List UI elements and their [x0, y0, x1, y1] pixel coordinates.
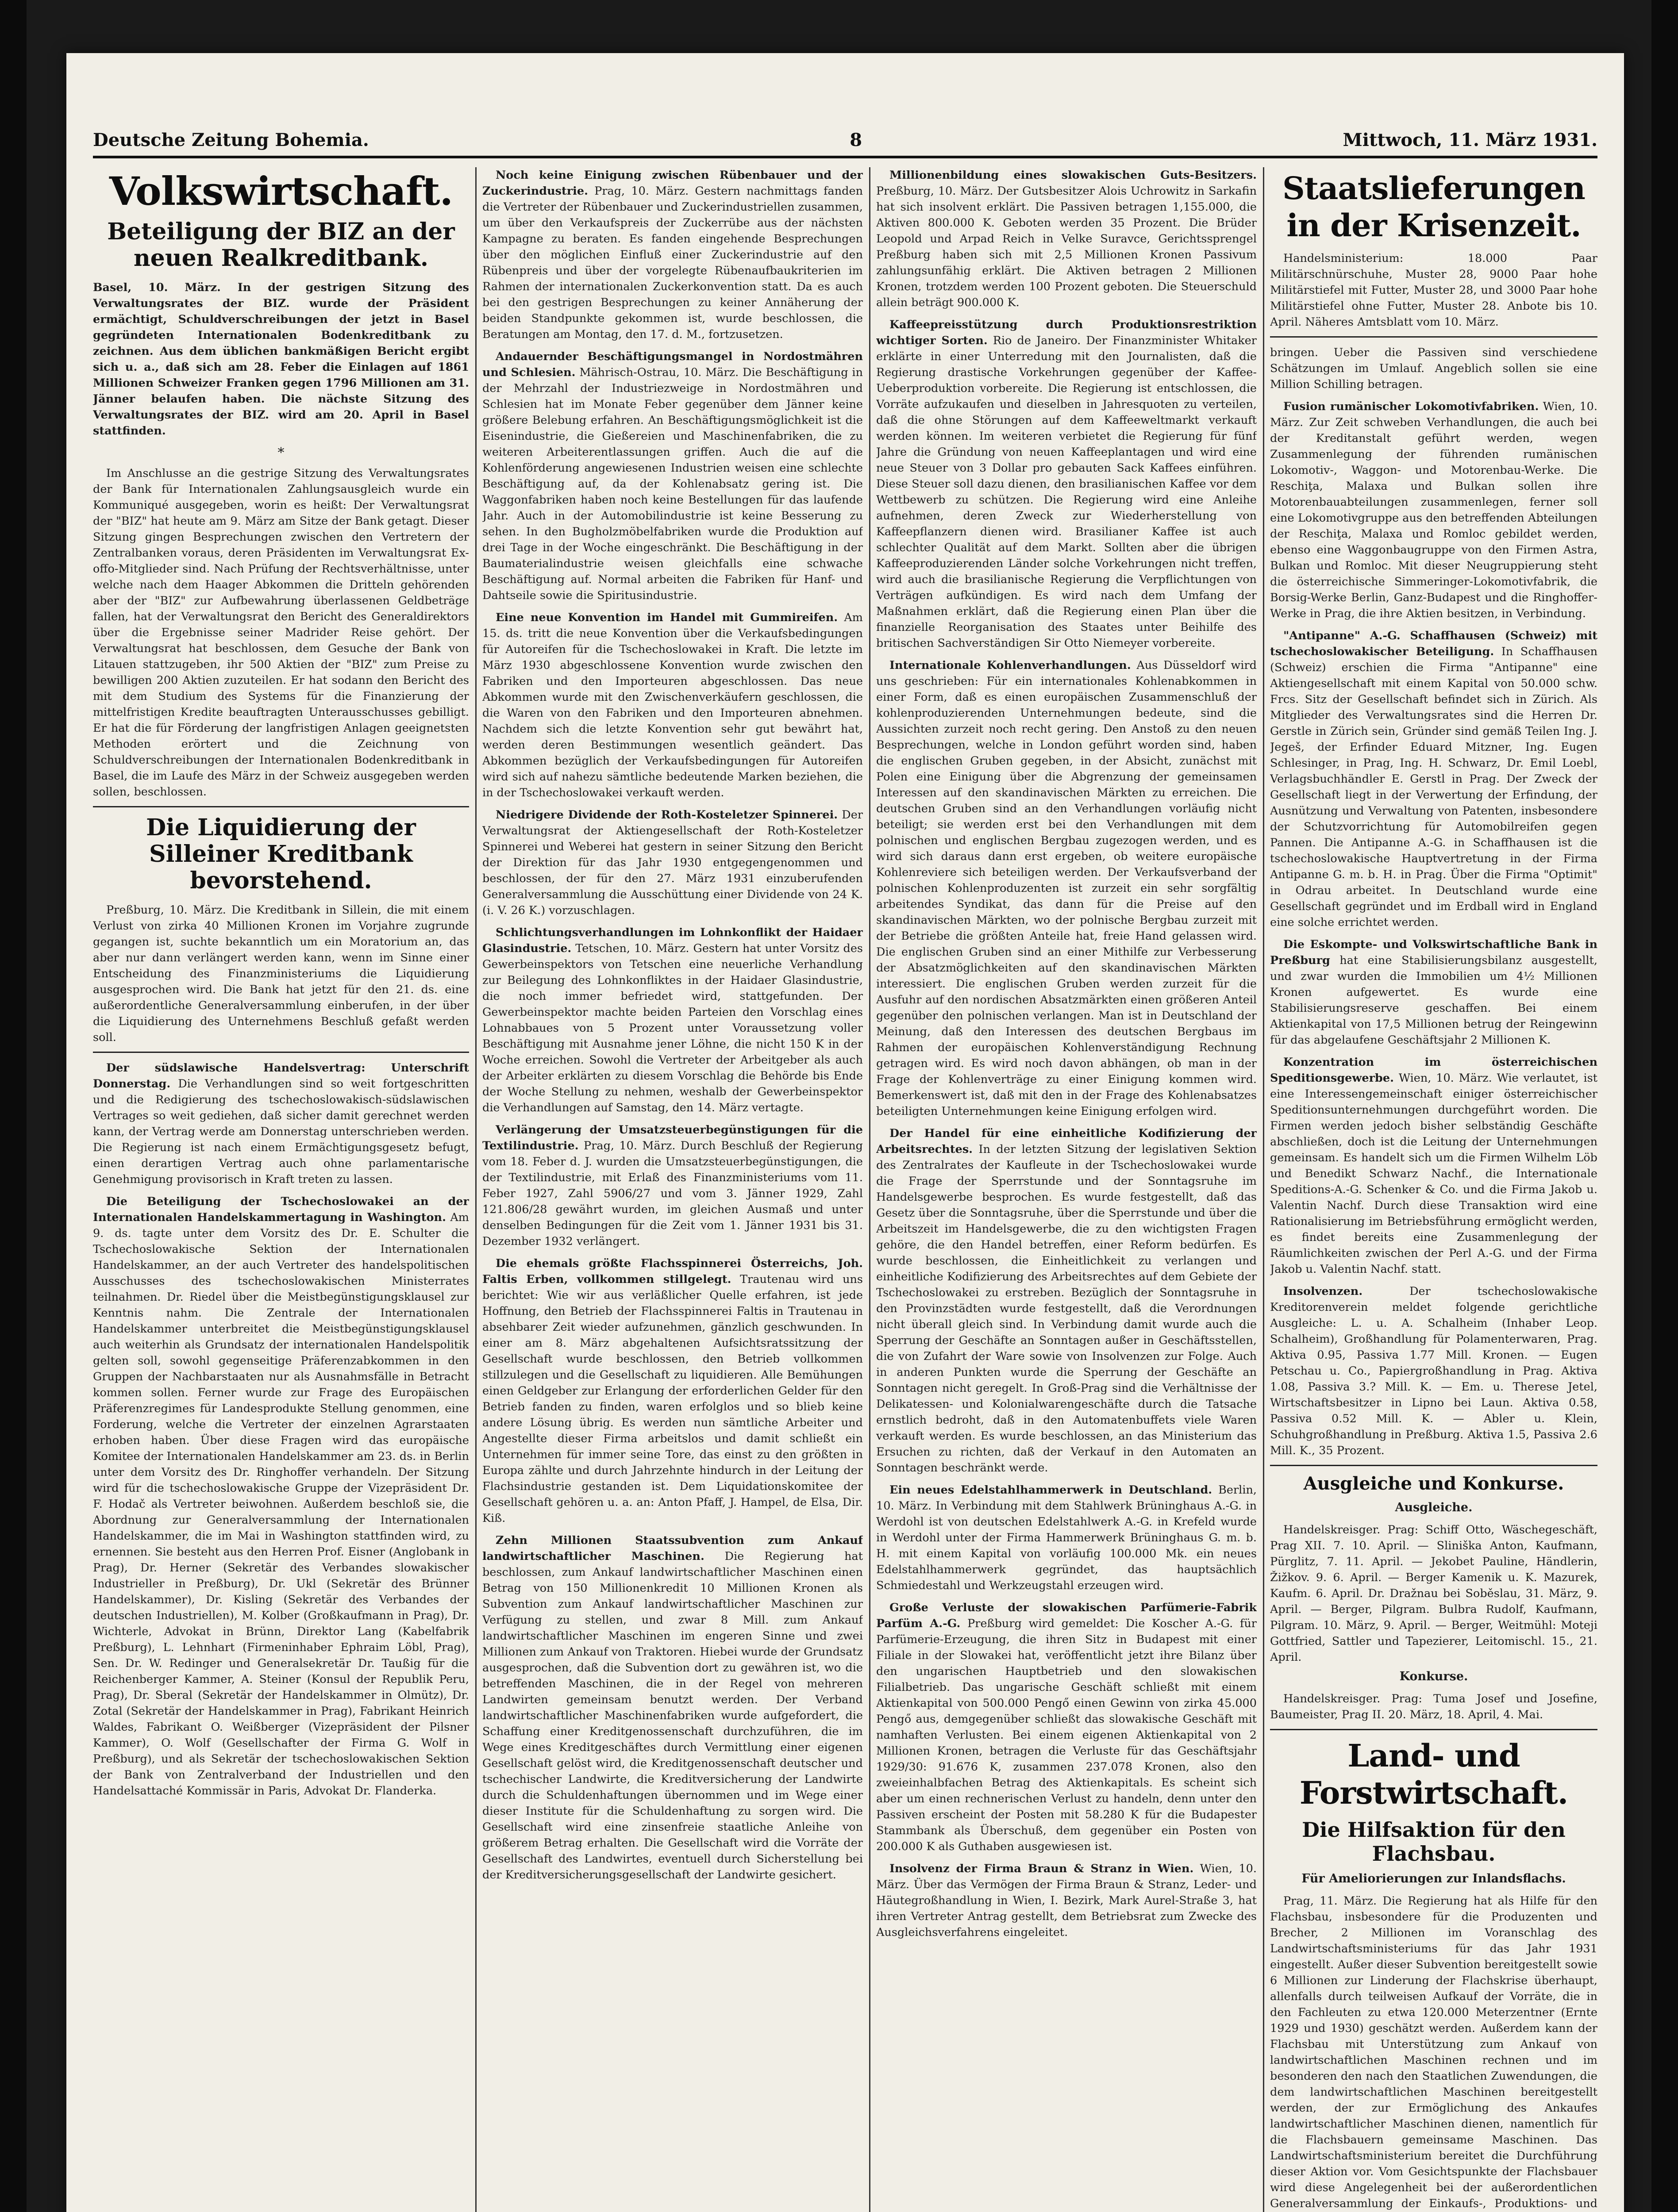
- column-4: [1270, 167, 1597, 2212]
- issue-date: Mittwoch, 11. März 1931.: [1343, 130, 1597, 150]
- article-title: Ein neues Edelstahlhammerwerk in Deutschland.: [889, 1483, 1212, 1497]
- article-paragraph: Wien, 10. März. Zur Zeit schweben Verhandlungen, die auch bei der Kreditanstalt geführt werden, wegen Zusammenlegung der führenden rumänischen Lokomotiv-, Waggon- und Motorenbau-Werke. Die Reschiţa, Malaxa und Bulkan sollen ihre Motorenbauabteilungen zusammenlegen, ferner soll eine Lokomotivgruppe aus den betreffenden Abteilungen der Reschiţa, Malaxa und Romloc gebildet werden, ebenso eine Waggonbaugruppe von den Firmen Astra, Bulkan und Romloc. Mit dieser Neugruppierung steht die österreichische Simmeringer-Lokomotivfabrik, die Borsig-Werke Berlin, Ganz-Budapest und die Ringhoffer-Werke in Prag, die ihre Aktien besitzen, in Verbindung.: [1270, 400, 1597, 620]
- article-paragraph: hat eine Stabilisierungsbilanz ausgestellt, und zwar wurden die Immobilien um 4½ Millionen Kronen aufgewertet. Es wurde eine Stabilisierungsreserve geschaffen. Bei einem Aktienkapital von 17,5 Millionen betrug der Reingewinn für das abgelaufene Geschäftsjahr 2 Millionen K.: [1270, 954, 1597, 1047]
- article-title: Internationale Kohlenverhandlungen.: [889, 659, 1131, 672]
- article-paragraph: Am 9. ds. tagte unter dem Vorsitz des Dr. E. Schulter die Tschechoslowakische Sektion der Internationalen Handelskammer, an der auch Vertreter des handelspolitischen Ausschusses des tschechoslowakischen Ministerrates teilnahmen. Dr. Riedel über die Meistbegünstigungsklausel zur Kenntnis nahm. Die Zentrale der Internationalen Handelskammer unterbreitet die Meistbegünstigungsklausel auch weiterhin als Grundsatz der internationalen Handelspolitik gelten soll, sowohl gegenseitige Präferenzabkommen in den Gruppen der Nachbarstaaten nur als Ausnahmsfälle in Betracht kommen sollen. Ferner wurde zur Frage des Europäischen Präferenzregimes für Landesprodukte Stellung genommen, eine Forderung, welche die Vertreter der einzelnen Agrarstaaten erhoben haben. Über diese Fragen wird das europäische Komitee der Internationalen Handelskammer am 23. ds. in Berlin unter dem Vorsitz des Dr. Ringhoffer verhandeln. Der Sitzung wird für die tschechoslowakische Gruppe der Vizepräsident Dr. F. Hodač als Vertreter beiwohnen. Außerdem beschloß sie, die Abordnung zur Generalversammlung der Internationalen Handelskammer, die im Mai in Washington stattfinden wird, zu ernennen. Sie besteht aus den Herren Prof. Eisner (Anglobank in Prag), Dr. Herner (Sekretär des Verbandes slowakischer Industrieller in Preßburg), Dr. Ukl (Sekretär des Brünner Handelskammer), Dr. Kisling (Sekretär des Verbandes der deutschen Industriellen), M. Kolber (Großkaufmann in Prag), Dr. Wichterle, Advokat in Brünn, Direktor Lang (Kabelfabrik Preßburg), L. Lehnhart (Firmeninhaber Ephraim Löbl, Prag), Sen. Dr. W. Redinger und Generalsekretär Dr. Taußig für die Reichenberger Kammer, A. Steiner (Konsul der Republik Peru, Prag), Dr. Sberal (Sekretär der Handelskammer in Olmütz), Dr. Zotal (Sekretär der Handelskammer in Prag), Fabrikant Heinrich Waldes, Fabrikant O. Weißberger (Vizepräsident der Pilsner Kammer), O. Wolf (Gesellschafter der Firma G. Wolf in Preßburg), und als Sekretär der tschechoslowakischen Sektion der Bank von Zentralverband der Industriellen und den Handelsattaché Kommissär in Paris, Advokat Dr. Flanderka.: [93, 1211, 469, 1797]
- article-title: Große Verluste der slowakischen Parfümerie-Fabrik Parfüm A.-G.: [876, 1601, 1257, 1630]
- article-paragraph: Handelskreisger. Prag: Schiff Otto, Wäschegeschäft, Prag XII. 7. 10. April. — Sliniška Anton, Kaufmann, Pürglitz, 7. 11. April. — Jekobet Pauline, Händlerin, Žižkov. 9. 6. April. — Berger Kamenik u. K. Mazurek, Kaufm. 6. April. Dr. Dražnau bei Soběslau, 31. März, 9. April. — Berger, Pilgram. Bulbra Rudolf, Kaufmann, Pilgram. 10. März, 9. April. — Berger, Weitmühl: Moteji Gottfried, Sattler und Tapezierer, Leitomischl. 15., 21. April.: [1270, 1523, 1597, 1664]
- header-rule: [93, 156, 1597, 158]
- article-paragraph: bringen. Ueber die Passiven sind verschiedene Schätzungen im Umlauf. Angeblich sollen sie eine Million Schilling betragen.: [1270, 346, 1597, 391]
- article-title: Noch keine Einigung zwischen Rübenbauer und der Zuckerindustrie.: [482, 169, 863, 198]
- column-divider: [1263, 167, 1264, 2212]
- article-paragraph: Wien, 10. März. Wie verlautet, ist eine Interessengemeinschaft einiger österreichischer Speditionsunternehmungen durchgeführt worden. Die Firmen werden jedoch bisher selbständig Geschäfte abschließen, doch ist die Leitung der Unternehmungen gemeinsam. Es handelt sich um die Firmen Wilhelm Löb und Benedikt Schwarz Nachf., die Internationale Speditions-A.-G. Schenker & Co. und die Firma Jakob u. Valentin Nachf. Durch diese Transaktion wird eine Rationalisierung im Betriebsführung ermöglicht werden, es findet bereits eine Zusammenlegung der Räumlichkeiten zwischen der Perl A.-G. und der Firma Jakob u. Valentin Nachf. statt.: [1270, 1071, 1597, 1276]
- article-rule: [1270, 1729, 1597, 1730]
- article-paragraph: Prag, 11. März. Die Regierung hat als Hilfe für den Flachsbau, insbesondere für die Produzenten und Brecher, 2 Millionen im Voranschlag des Landwirtschaftsministeriums für das Jahr 1931 eingestellt. Außer dieser Subvention bereitgestellt sowie 6 Millionen zur Linderung der Flachskrise überhaupt, allenfalls durch teilweisen Aufkauf der Vorräte, die in den Fachleuten zu etwa 120.000 Meterzentner (Ernte 1929 und 1930) geschätzt werden. Außerdem kann der Flachsbau mit Unterstützung zum Ankauf von landwirtschaftlichen Maschinen rechnen und im besonderen den nach den Staatlichen Zuwendungen, die dem landwirtschaftlichen Maschinen bereitgestellt werden, der zur Ermöglichung des Ankaufes landwirtschaftlicher Maschinen dienen, namentlich für die Flachsbauern gemeinsame Maschinen. Das Landwirtschaftsministerium bereitet die Durchführung dieser Aktion vor. Vom Gesichtspunkte der Flachsbauer wird diese Angelegenheit bei der außerordentlichen Generalversammlung der Einkaufs-, Produktions- und: [1270, 1894, 1597, 2210]
- article-paragraph: Berlin, 10. März. In Verbindung mit dem Stahlwerk Brüninghaus A.-G. in Werdohl ist von deutschen Edelstahlwerk A.-G. in Krefeld wurde in Werdohl unter der Firma Hammerwerk Brüninghaus G. m. b. H. mit einem Kapital von vorläufig 100.000 Mk. ein neues Edelstahlhammerwerk gegründet, das hauptsächlich Schmiedestahl und Werkzeugstahl erzeugen wird.: [876, 1483, 1257, 1592]
- article-rule: [93, 1052, 469, 1053]
- section-title-land-forstwirtschaft: Land- und Forstwirtschaft.: [1299, 1737, 1568, 1811]
- article-title: Der Handel für eine einheitliche Kodifizierung der Arbeitsrechtes.: [876, 1127, 1257, 1156]
- headline-biz-realkreditbank: Beteiligung der BIZ an der neuen Realkreditbank.: [107, 218, 455, 272]
- article-paragraph: Die Verhandlungen sind so weit fortgeschritten und die Redigierung des tschechoslowakisch-südslawischen Vertrages so weit gediehen, daß sicher damit gerechnet werden kann, der Vertrag werde am Donnerstag unterschrieben werden. Die Regierung ist nach einem Ermächtigungsgesetz befugt, einen derartigen Vertrag auch ohne parlamentarische Genehmigung provisorisch in Kraft treten zu lassen.: [93, 1077, 469, 1186]
- article-title: Konzentration im österreichischen Speditionsgewerbe.: [1270, 1056, 1597, 1085]
- article-paragraph: Preßburg wird gemeldet: Die Koscher A.-G. für Parfümerie-Erzeugung, die ihren Sitz in Budapest mit einer Filiale in der Slowakei hat, veröffentlicht jetzt ihre Bilanz über den ungarischen Hauptbetrieb und den slowakischen Filialbetrieb. Das ungarische Geschäft schließt mit einem Aktienkapital von 500.000 Pengő einen Gewinn von zirka 45.000 Pengő aus, demgegenüber schließt das slowakische Geschäft mit namhaften Verlusten. Bei einem eigenen Aktienkapital von 2 Millionen Kronen, betragen die Verluste für das Geschäftsjahr 1929/30: 91.676 K, zusammen 237.078 Kronen, also den zweieinhalbfachen Betrag des Aktienkapitals. Es scheint sich aber um einen rechnerischen Verlust zu handeln, denn unter den Passiven erscheint der Posten mit 58.280 K für die Budapester Stammbank als Überschuß, dem gegenüber ein Posten von 200.000 K als Guthaben ausgewiesen ist.: [876, 1617, 1257, 1853]
- article-title: Andauernder Beschäftigungsmangel in Nordostmähren und Schlesien.: [482, 350, 863, 379]
- article-paragraph: Trautenau wird uns berichtet: Wie wir aus verläßlicher Quelle erfahren, ist jede Hoffnung, den Betrieb der Flachsspinnerei Faltis in Trautenau in absehbarer Zeit wieder aufzunehmen, gänzlich geschwunden. In einer am 8. März abgehaltenen Aufsichtsratssitzung der Gesellschaft wurde beschlossen, den Betrieb vollkommen stillzulegen und die Gesellschaft zu liquidieren. Alle Bemühungen einen Geldgeber zur Erlangung der erforderlichen Gelder für den Betrieb fanden zu finden, waren erfolglos und so blieb keine andere Lösung übrig. Es werden nun sämtliche Arbeiter und Angestellte dieser Firma arbeitslos und damit schließt ein Unternehmen für immer seine Tore, das einst zu den größten in Europa zählte und durch Jahrzehnte hindurch in der Leitung der Flachsindustrie gestanden ist. Dem Liquidationskomitee der Gesellschaft gehören u. a. an: Anton Pfaff, J. Hampel, de Elsa, Dir. Kiß.: [482, 1273, 863, 1525]
- article-paragraph: Basel, 10. März. In der gestrigen Sitzung des Verwaltungsrates der BIZ. wurde der Präsident ermächtigt, Schuldverschreibungen der jetzt in Basel gegründeten Internationalen Bodenkreditbank zu zeichnen. Aus dem üblichen bankmäßigen Bericht ergibt sich u. a., daß sich am 28. Feber die Einlagen auf 1861 Millionen Schweizer Franken gegen 1796 Millionen am 31. Jänner belaufen haben. Die nächste Sitzung des Verwaltungsrates der BIZ. wird am 20. April in Basel stattfinden.: [93, 281, 469, 438]
- article-title: Niedrigere Dividende der Roth-Kosteletzer Spinnerei.: [496, 808, 838, 822]
- article-title: Die Beteiligung der Tschechoslowakei an der Internationalen Handelskammertagung in Washington.: [93, 1195, 469, 1224]
- article-title: Die Eskompte- und Volkswirtschaftliche Bank in Preßburg: [1270, 938, 1597, 967]
- article-paragraph: Der tschechoslowakische Kreditorenverein meldet folgende gerichtliche Ausgleiche: L. u. A. Schalheim (Inhaber Leop. Schalheim), Großhandlung für Polamenterwaren, Prag. Aktiva 0.95, Passiva 1.77 Mill. Kronen. — Eugen Petschau u. Co., Papiergroßhandlung in Prag. Aktiva 1.08, Passiva 3.? Mill. K. — Em. u. Therese Jetel, Wirtschaftsbesitzer in Lipno bei Laun. Aktiva 0.58, Passiva 0.52 Mill. K. — Abler u. Klein, Schuhgroßhandlung in Preßburg. Aktiva 1.5, Passiva 2.6 Mill. K., 35 Prozent.: [1270, 1285, 1597, 1457]
- column-divider: [475, 167, 477, 2212]
- page-number: 8: [850, 130, 862, 150]
- article-paragraph: Prag, 10. März. Durch Beschluß der Regierung vom 18. Feber d. J. wurden die Umsatzsteuerbegünstigungen, die der Textilindustrie, mit Erlaß des Finanzministeriums vom 11. Feber 1927, Zahl 5906/27 und vom 3. Jänner 1929, Zahl 121.806/28 gewährt wurden, im gleichen Ausmaß und unter denselben Bedingungen für die Zeit vom 1. Jänner 1931 bis 31. Dezember 1932 verlängert.: [482, 1139, 863, 1248]
- column-2: [482, 167, 863, 2212]
- article-paragraph: Handelskreisger. Prag: Tuma Josef und Josefine, Baumeister, Prag II. 20. März, 18. April, 4. Mai.: [1270, 1692, 1597, 1721]
- newspaper-name: Deutsche Zeitung Bohemia.: [93, 130, 369, 150]
- article-paragraph: Handelsministerium: 18.000 Paar Militärschnürschuhe, Muster 28, 9000 Paar hohe Militärstiefel mit Futter, Muster 28, und 3000 Paar hohe Militärstiefel ohne Futter, Muster 28. Anbote bis 10. April. Näheres Amtsblatt vom 10. März.: [1270, 252, 1597, 329]
- article-paragraph: Rio de Janeiro. Der Finanzminister Whitaker erklärte in einer Unterredung mit den Journalisten, daß die Regierung drastische Vorkehrungen gegenüber der Kaffee-Ueberproduktion vorbereite. Die Regierung ist entschlossen, die Vorräte aufzukaufen und dieselben in Jahresquoten zu verteilen, daß die ohne Störungen auf dem Kaffeeweltmarkt verkauft werden können. Im weiteren verbietet die Regierung für fünf Jahre die Gründung von neuen Kaffeeplantagen und wird eine neue Steuer von 3 Dollar pro gebauten Sack Kaffees einführen. Diese Steuer soll dazu dienen, den brasilianischen Kaffee vor dem Wettbewerb zu schützen. Die Regierung wird eine Anleihe aufnehmen, deren Zweck zur Wiederherstellung von Kaffeepflanzern dienen wird. Brasilianer Kaffee ist auch schlechter Qualität auf dem Markt. Sollten aber die übrigen Kaffeeproduzierenden Länder solche Vorkehrungen nicht treffen, wird auch die brasilianische Regierung die Verpflichtungen von Verträgen aufkündigen. Es wird nach dem Umfang der Maßnahmen erklärt, daß die Regierung einen Plan über die finanzielle Reorganisation des Staates unter Beihilfe des britischen Sachverständigen Sir Otto Niemeyer vorbereite.: [876, 334, 1257, 650]
- article-paragraph: Aus Düsseldorf wird uns geschrieben: Für ein internationales Kohlenabkommen in einer Form, daß es einen europäischen Zusammenschluß der kohlenproduzierenden Unternehmungen bedeute, sind die Aussichten zurzeit noch recht gering. Den Anstoß zu den neuen Besprechungen, welche in London geführt worden sind, haben die englischen Gruben gegeben, in der Absicht, zunächst mit Polen eine Einigung über die Abgrenzung der gemeinsamen Interessen auf den skandinavischen Märkten zu erreichen. Die deutschen Gruben sind an den Verhandlungen vorläufig nicht beteiligt; sie werden erst bei den Verhandlungen mit dem polnischen und englischen Bergbau zugezogen werden, und es wird sich daraus dann erst ergeben, ob weitere europäische Kohlenreviere sich beteiligen werden. Der Verkaufsverband der polnischen Kohlenproduzenten ist zurzeit ein sehr sorgfältig arbeitendes Syndikat, das dann für die Preise auf den skandinavischen Märkten, wo der polnische Bergbau zurzeit mit der Betriebe die größten Anteile hat, freie Hand gelassen wird. Die englischen Gruben sind an einer Mithilfe zur Verbesserung der Absatzmöglichkeiten auf den skandinavischen Märkten interessiert. Die englischen Gruben werden zurzeit für die Ausfuhr auf den nordischen Absatzmärkten einen größeren Anteil gegenüber den polnischen verlangen. Man ist in Deutschland der Meinung, daß den Interessen des deutschen Bergbaus im Rahmen der europäischen Kohlenverständigung Rechnung getragen wird. Es wird noch davon abhängen, ob man in der Frage der Kohlenverträge zu einer Einigung kommen wird. Bemerkenswert ist, daß mit den in der Frage des Kohlenabsatzes beteiligten Unternehmungen keine Einigung erfolgen wird.: [876, 659, 1257, 1118]
- article-title: Eine neue Konvention im Handel mit Gummireifen.: [496, 611, 838, 624]
- column-3: [876, 167, 1257, 2212]
- article-title: Der südslawische Handelsvertrag: Unterschrift Donnerstag.: [93, 1061, 469, 1091]
- article-title: Insolvenzen.: [1283, 1285, 1363, 1298]
- article-title: Kaffeepreisstützung durch Produktionsrestriktion wichtiger Sorten.: [876, 318, 1257, 347]
- article-paragraph: Mährisch-Ostrau, 10. März. Die Beschäftigung in der Mehrzahl der Industriezweige in Nordostmähren und Schlesien hat im Monate Feber gegenüber dem Jänner keine größere Belebung erfahren. An Beschäftigungsmöglichkeit ist die Eisenindustrie, die Gießereien und Maschinenfabriken, die zu weiteren Arbeiterentlassungen griffen. Auch die auf die Kohlenförderung angewiesenen Industrien weisen eine schlechte Beschäftigung auf, da der Kohlenabsatz gering ist. Die Waggonfabriken haben noch keine Bestellungen für das laufende Jahr. Auch in der Automobilindustrie ist keine Besserung zu sehen. In den Bugholzmöbelfabriken wurde die Produktion auf drei Tage in der Woche eingeschränkt. Die Beschäftigung in der Baumaterialindustrie weisen gleichfalls eine schwache Beschäftigung auf. Normal arbeiten die Fabriken für Hanf- und Dahtseile sowie die Spiritusindustrie.: [482, 366, 863, 602]
- article-rule: [93, 806, 469, 807]
- scan-border-right: [1651, 0, 1678, 2212]
- scan-border-left: [0, 0, 27, 2212]
- headline-subtitle: Für Ameliorierungen zur Inlandsflachs.: [1301, 1872, 1566, 1886]
- article-paragraph: Wien, 10. März. Über das Vermögen der Firma Braun & Stranz, Leder- und Häutegroßhandlung in Wien, I. Bezirk, Mark Aurel-Straße 3, hat ihren Vertreter Antrag gestellt, dem Betriebsrat zum Zwecke des Ausgleichsverfahrens eingeleitet.: [876, 1862, 1257, 1939]
- article-title: "Antipanne" A.-G. Schaffhausen (Schweiz) mit tschechoslowakischer Beteiligung.: [1270, 629, 1597, 658]
- article-title: Millionenbildung eines slowakischen Guts-Besitzers.: [889, 169, 1257, 182]
- newspaper-page: [66, 53, 1624, 2212]
- article-paragraph: Der Verwaltungsrat der Aktiengesellschaft der Roth-Kosteletzer Spinnerei und Weberei hat gestern in seiner Sitzung den Bericht der Direktion für das Jahr 1930 entgegengenommen und beschlossen, der für den 27. März 1931 einzuberufenden Generalversammlung die Ausschüttung einer Dividende von 24 K. (i. V. 26 K.) vorzuschlagen.: [482, 808, 863, 917]
- article-paragraph: Tetschen, 10. März. Gestern hat unter Vorsitz des Gewerbeinspektors von Tetschen eine neuerliche Verhandlung zur Beilegung des Lohnkonfliktes in der Haidaer Glasindustrie, die noch immer befriedet wird, stattgefunden. Der Gewerbeinspektor machte beiden Parteien den Vorschlag eines Lohnabbaues von 5 Prozent unter Voraussetzung voller Beschäftigung mit Ausnahme jener Löhne, die nicht 150 K in der Woche erreichen. Sowohl die Vertreter der Arbeitgeber als auch der Arbeiter erklärten zu diesem Vorschlag die Behörde bis Ende der Woche Stellung zu nehmen, weshalb der Gewerbeinspektor die Verhandlungen auf Samstag, den 14. März vertagte.: [482, 942, 863, 1114]
- headline-hilfsaktion-flachsbau: Die Hilfsaktion für den Flachsbau.: [1302, 1818, 1566, 1866]
- article-rule: [1270, 336, 1597, 338]
- section-title-staatslieferungen: Staatslieferungen in der Krisenzeit.: [1282, 170, 1585, 244]
- article-paragraph: Die Regierung hat beschlossen, zum Ankauf landwirtschaftlicher Maschinen einen Betrag von 150 Millionenkredit 10 Millionen Kronen als Subvention zum Ankauf landwirtschaftlicher Maschinen zur Verfügung zu stellen, und zwar 8 Mill. zum Ankauf landwirtschaftlicher Maschinen im engeren Sinne und zwei Millionen zum Ankauf von Traktoren. Hiebei wurde der Grundsatz ausgesprochen, daß die Subvention dort zu gewähren ist, wo die betreffenden Maschinen, die in der Regel von mehreren Landwirten gemeinsam benutzt werden. Der Verband landwirtschaftlicher Maschinenfabriken wurde aufgefordert, die Schaffung einer Kreditgenossenschaft durchzuführen, die im Wege eines Kreditgeschäftes durch Vermittlung einer eigenen Gesellschaft gelöst wird, die Kreditgenossenschaft deutscher und tschechischer Landwirte, die Kreditversicherung der Landwirte durch die Schuldenhaftungen übernommen und im Wege einer dieser Institute für die Schuldenhaftung zu sorgen wird. Die Gesellschaft wird eine zinsenfreie staatliche Anleihe von größerem Betrag erhalten. Die Gesellschaft wird die Vorräte der Gesellschaft des Landwirtes, eventuell durch Sicherstellung bei der Kreditversicherungsgesellschaft der Landwirte gesichert.: [482, 1550, 863, 1882]
- article-rule: [1270, 1465, 1597, 1466]
- article-title: Verlängerung der Umsatzsteuerbegünstigungen für die Textilindustrie.: [482, 1123, 863, 1152]
- article-paragraph: In der letzten Sitzung der legislativen Sektion des Zentralrates der Kaufleute in der Tschechoslowakei wurde die Frage der Sperrstunde und der Sonntagsruhe im Handelsgewerbe besprochen. Es wurde festgestellt, daß das Gesetz über die Sonntagsruhe, über die Sperrstunde und über die Arbeitszeit im Handelsgewerbe, die zu den wichtigsten Fragen gehöre, die den Handel betreffen, einer Reform bedürfen. Es wurde beschlossen, die Einheitlichkeit zu verlangen und einheitliche Kodifizierung des Arbeitsrechtes auf dem Gebiete der Tschechoslowakei zu erstreben. Bezüglich der Sonntagsruhe in den Provinzstädten wurde festgestellt, daß die Verordnungen nicht überall gleich sind. In Verbindung damit wurde auch die Sperrung der Geschäfte an Sonntagen außer in Geschäftsstellen, die von Zufahrt der Ware sowie von Insolvenzen zur Folge. Auch in anderen Punkten wurde die Sperrung der Geschäfte an Sonntagen nicht geregelt. In Groß-Prag sind die Verhältnisse der Delikatessen- und Kolonialwarengeschäfte durch die Tatsache ernstlich bedroht, daß in den Automatenbuffets viele Waren verkauft werden. Es wurde beschlossen, an das Ministerium das Ersuchen zu richten, daß der Verkauf in den Automaten an Sonntagen beschränkt werde.: [876, 1143, 1257, 1475]
- column-1: [93, 167, 469, 2212]
- separator-star: *: [277, 445, 285, 461]
- article-paragraph: Am 15. ds. tritt die neue Konvention über die Verkaufsbedingungen für Autoreifen für die Tschechoslowakei in Kraft. Die letzte im März 1930 abgeschlossene Konvention wurde zwischen den Fabriken und den Importeuren abgeschlossen. Das neue Abkommen wurde mit den Zwischenverkäufern geschlossen, die die Waren von den Fabriken und den Importeuren abnehmen. Nachdem sich die letzte Konvention sehr gut bewährt hat, werden deren Bestimmungen wesentlich geändert. Das Abkommen bezüglich der Verkaufsbedingungen für Autoreifen wird sich auf nahezu sämtliche bedeutende Marken beziehen, die in der Tschechoslowakei verkauft werden.: [482, 611, 863, 799]
- section-title-volkswirtschaft: Volkswirtschaft.: [109, 168, 453, 214]
- article-title: Schlichtungsverhandlungen im Lohnkonflikt der Haidaer Glasindustrie.: [482, 926, 863, 955]
- article-paragraph: Im Anschlusse an die gestrige Sitzung des Verwaltungsrates der Bank für Internationalen Zahlungsausgleich wurde ein Kommuniqué ausgegeben, worin es heißt: Der Verwaltungsrat der "BIZ" hat heute am 9. März am Sitze der Bank getagt. Dieser Sitzung gingen Besprechungen zwischen den Vertretern der Zentralbanken voraus, deren Präsidenten im Verwaltungsrat Ex-offo-Mitglieder sind. Nach Prüfung der Rechtsverhältnisse, unter welche nach dem Haager Abkommen die Dritteln gehörenden aber der "BIZ" zur Aufbewahrung überlassenen Geldbeträge fallen, hat der Verwaltungsrat den Bericht des Generaldirektors über die Ergebnisse seiner Madrider Reise gehört. Der Verwaltungsrat hat beschlossen, dem Gesuche der Bank von Litauen stattzugeben, ihr 500 Aktien der "BIZ" zum Preise zu bewilligen 200 Aktien zuzuteilen. Er hat sodann den Bericht des mit dem Studium des Systems für die Finanzierung der mittelfristigen Kredite beauftragten Unterausschusses gebilligt. Er hat die für Förderung der langfristigen Anlagen geeignetsten Methoden erörtert und die Zeichnung von Schuldverschreibungen der Internationalen Bodenkreditbank in Basel, die im Laufe des März in der Schweiz ausgegeben werden sollen, beschlossen.: [93, 467, 469, 799]
- column-divider: [869, 167, 870, 2212]
- article-title: Insolvenz der Firma Braun & Stranz in Wien.: [889, 1862, 1194, 1875]
- article-title: Fusion rumänischer Lokomotivfabriken.: [1283, 400, 1539, 413]
- article-title: Zehn Millionen Staatssubvention zum Ankauf landwirtschaftlicher Maschinen.: [482, 1534, 863, 1563]
- article-paragraph: Prag, 10. März. Gestern nachmittags fanden die Vertreter der Rübenbauer und Zuckerindustriellen zusammen, um über den Verkaufspreis der Zuckerrübe aus der nächsten Kampagne zu beraten. Es fanden eingehende Besprechungen über den möglichen Einfluß einer Zuckerindustrie auf den Rübenpreis und über der vorgelegte Rübenaufbaukriterien im Rahmen der internationalen Zuckerkonvention statt. Da es auch bei den gestrigen Besprechungen zu keiner Annäherung der beiden Standpunkte gekommen ist, wurde beschlossen, die Beratungen am Montag, den 17. d. M., fortzusetzen.: [482, 184, 863, 341]
- running-head: [93, 115, 1597, 150]
- article-paragraph: In Schaffhausen (Schweiz) erschien die Firma "Antipanne" eine Aktiengesellschaft mit einem Kapital von 50.000 schw. Frcs. Sitz der Gesellschaft befindet sich in Zürich. Als Mitglieder des Verwaltungsrates sind die Herren Dr. Gerstle in Zürich sein, Gründer sind gemäß Teilen Ing. J. Jegeš, der Erfinder Eduard Mitzner, Ing. Eugen Schlesinger, in Prag, Ing. H. Schwarz, Dr. Emil Loebl, Verlagsbuchhändler E. Gerstl in Prag. Der Zweck der Gesellschaft liegt in der Verwertung der Erfindung, der Ausnützung und Verwaltung von Patenten, insbesondere der Schutzvorrichtung für Automobilreifen gegen Pannen. Die Antipanne A.-G. in Schaffhausen ist die tschechoslowakische Hauptvertretung in der Firma Antipanne G. m. b. H. in Prag. Über die Firma "Optimit" in Odrau arbeitet. In Deutschland wurde eine Gesellschaft gegründet und im Erdball wird in England eine solche errichtet werden.: [1270, 645, 1597, 929]
- article-paragraph: Preßburg, 10. März. Der Gutsbesitzer Alois Uchrowitz in Sarkafin hat sich insolvent erklärt. Die Passiven betragen 1,155.000, die Aktiven 800.000 K. Geboten werden 35 Prozent. Die Brüder Leopold und Arpad Reich in Velke Suravce, Gerichtssprengel Preßburg haben sich mit 2,5 Millionen Kronen Passivum zahlungsunfähig erklärt. Die Aktiven betragen 2 Millionen Kronen, trotzdem werden 100 Prozent geboten. Die Steuerschuld allein beträgt 900.000 K.: [876, 184, 1257, 309]
- headline-silleiner-kreditbank: Die Liquidierung der Silleiner Kreditbank bevorstehend.: [146, 814, 416, 894]
- article-title: Die ehemals größte Flachsspinnerei Österreichs, Joh. Faltis Erben, vollkommen stillgelegt.: [482, 1257, 863, 1286]
- article-paragraph: Preßburg, 10. März. Die Kreditbank in Sillein, die mit einem Verlust von zirka 40 Millionen Kronen im Vorjahre zugrunde gegangen ist, suchte bekanntlich um ein Moratorium an, das aber nur dann verlängert werden kann, wenn im Sinne einer Entscheidung des Finanzministeriums die Liquidierung ausgesprochen wird. Die Bank hat jetzt für den 21. ds. eine außerordentliche Generalversammlung einberufen, in der über die Liquidierung des Unternehmens Beschluß gefaßt werden soll.: [93, 903, 469, 1044]
- subhead-konkurse: Konkurse.: [1399, 1670, 1468, 1683]
- headline-ausgleiche-konkurse: Ausgleiche und Konkurse.: [1303, 1473, 1564, 1494]
- subhead-ausgleiche: Ausgleiche.: [1395, 1501, 1473, 1514]
